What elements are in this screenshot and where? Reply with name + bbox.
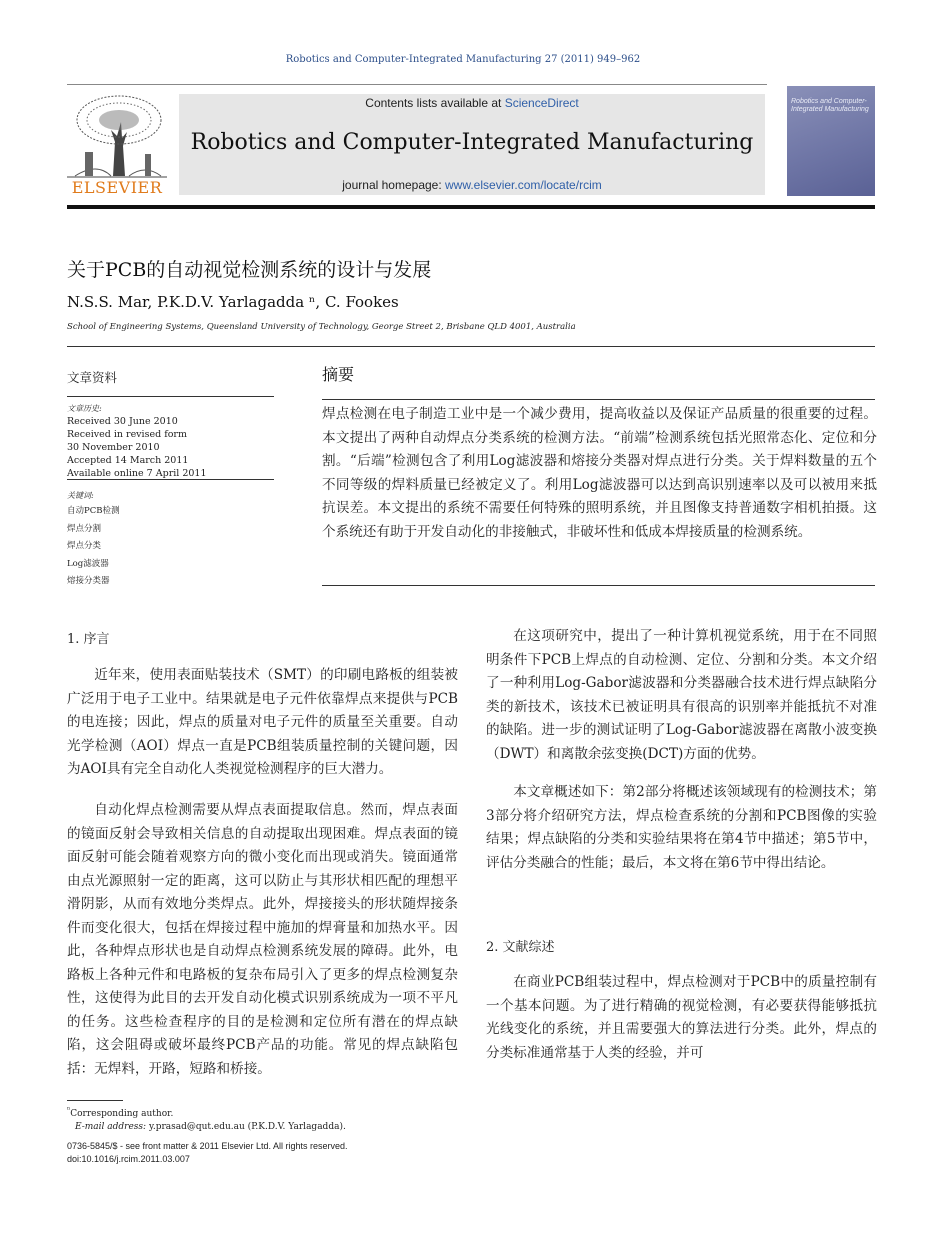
abstract-bottom-rule (322, 585, 875, 586)
abstract-heading: 摘要 (322, 365, 355, 384)
history-item: Received in revised form (67, 429, 187, 440)
keyword-item: 焊点分类 (67, 541, 102, 551)
article-title: 关于PCB的自动视觉检测系统的设计与发展 (67, 259, 432, 281)
article-affiliation: School of Engineering Systems, Queensland University of Technology, George Street 2, Brisbane QLD 4001, Australia (67, 322, 576, 332)
contents-prefix: Contents lists available at (365, 96, 505, 110)
copyright-block (67, 1140, 347, 1166)
abstract-top-rule (322, 399, 875, 400)
journal-banner (179, 94, 765, 195)
corresponding-author-note (67, 1103, 346, 1121)
footnote (67, 1103, 346, 1134)
publisher-name: ELSEVIER (71, 178, 163, 197)
journal-citation: Robotics and Computer-Integrated Manufacturing 27 (2011) 949–962 (285, 54, 641, 65)
history-item: Accepted 14 March 2011 (67, 455, 189, 466)
history-item: Received 30 June 2010 (67, 416, 178, 427)
homepage-link[interactable]: www.elsevier.com/locate/rcim (445, 178, 602, 192)
doi-line[interactable]: doi:10.1016/j.rcim.2011.03.007 (67, 1154, 190, 1164)
section-2-paragraph: 在商业PCB组装过程中，焊点检测对于PCB中的质量控制有一个基本问题。为了进行精确的视觉检测，有必要获得能够抵抗光线变化的系统，并且需要强大的算法进行分类。此外，焊点的分类标准通常基于人类的经验，并可 (486, 974, 877, 1061)
article-info-heading: 文章资料 (67, 370, 118, 385)
homepage-prefix: journal homepage: (342, 178, 446, 192)
elsevier-logo (67, 92, 167, 198)
footnote-rule (67, 1100, 123, 1101)
sciencedirect-link[interactable]: ScienceDirect (504, 96, 579, 110)
section-2-heading: 2. 文献综述 (486, 940, 555, 955)
abstract-text: 焊点检测在电子制造工业中是一个减少费用，提高收益以及保证产品质量的很重要的过程。本文提出了两种自动焊点分类系统的检测方法。“前端”检测系统包括光照常态化、定位和分割。“后端”检测包含了利用Log滤波器和熔接分类器对焊点进行分类。关于焊料数量的五个不同等级的焊料质量已经被定义了。利用Log滤波器可以达到高识别速率以及可以被用来抵抗误差。本文提出的系统不需要任何特殊的照明系统，并且图像支持普通数字相机拍摄。这个系统还有助于开发自动化的非接触式，非破坏性和低成本焊接质量的检测系统。 (322, 406, 877, 540)
section-1-paragraph: 在这项研究中，提出了一种计算机视觉系统，用于在不同照明条件下PCB上焊点的自动检测、定位、分割和分类。本文介绍了一种利用Log-Gabor滤波器和分类器融合技术进行焊点缺陷分类的新技术，该技术已被证明具有很高的识别率并能抵抗不对准的缺陷。进一步的测试证明了Log-Gabor滤波器在离散小波变换（DWT）和离散余弦变换(DCT)方面的优势。 (486, 628, 877, 762)
copyright-line: 0736-5845/$ - see front matter & 2011 Elsevier Ltd. All rights reserved. (67, 1141, 348, 1151)
history-item: 30 November 2010 (67, 442, 160, 453)
keyword-item: Log滤波器 (67, 558, 109, 569)
homepage-line (179, 178, 765, 192)
contents-line (179, 96, 765, 110)
email-note (67, 1121, 346, 1134)
section-1-heading: 1. 序言 (67, 632, 110, 647)
cover-title: Robotics and Computer-Integrated Manufacturing (791, 98, 869, 113)
article-authors: N.S.S. Mar, P.K.D.V. Yarlagadda ⁿ, C. Fookes (67, 293, 399, 311)
keyword-item: 熔接分类器 (67, 576, 110, 586)
title-rule (67, 346, 875, 347)
email-address[interactable]: y.prasad@qut.edu.au (P.K.D.V. Yarlagadda). (146, 1122, 346, 1132)
keywords-heading: 关键词: (67, 491, 94, 500)
email-label: E-mail address: (75, 1122, 147, 1132)
header-rule (67, 84, 767, 85)
footnote-marker: ⁿ (67, 1105, 71, 1114)
journal-title: Robotics and Computer-Integrated Manufacturing (190, 130, 754, 155)
section-1-paragraph: 本文章概述如下：第2部分将概述该领域现有的检测技术；第3部分将介绍研究方法，焊点检查系统的分割和PCB图像的实验结果；焊点缺陷的分类和实验结果将在第4节中描述；第5节中，评估分类融合的性能；最后，本文将在第6节中得出结论。 (486, 784, 877, 871)
keywords-list (67, 503, 119, 591)
article-info-rule (67, 396, 274, 397)
history-item: Available online 7 April 2011 (67, 468, 207, 479)
header-thick-rule (67, 205, 875, 209)
journal-cover (787, 86, 875, 196)
history-heading: 文章历史: (67, 404, 102, 413)
corresponding-author-text: Corresponding author. (70, 1109, 174, 1119)
section-1-paragraph: 自动化焊点检测需要从焊点表面提取信息。然而，焊点表面的镜面反射会导致相关信息的自动提取出现困难。焊点表面的镜面反射可能会随着观察方向的微小变化而出现或消失。镜面通常由点光源照射一定的距离，这可以防止与其形状相匹配的理想平滑阴影，从而有效地分类焊点。此外，焊接接头的形状随焊接条件而变化很大，包括在焊接过程中施加的焊膏量和加热水平。因此，各种焊点形状也是自动焊点检测系统发展的障碍。此外，电路板上各种元件和电路板的复杂布局引入了更多的焊点检测复杂性，这使得为此目的去开发自动化模式识别系统成为一项不平凡的任务。这些检查程序的目的是检测和定位所有潜在的焊点缺陷，这会阻碍或破坏最终PCB产品的功能。常见的焊点缺陷包括：无焊料，开路，短路和桥接。 (67, 802, 458, 1077)
section-1-paragraph: 近年来，使用表面贴装技术（SMT）的印刷电路板的组装被广泛用于电子工业中。结果就是电子元件依靠焊点来提供与PCB的电连接；因此，焊点的质量对电子元件的质量至关重要。自动光学检测（AOI）焊点一直是PCB组装质量控制的关键问题，因为AOI具有完全自动化人类视觉检测程序的巨大潜力。 (67, 667, 458, 777)
keyword-item: 自动PCB检测 (67, 506, 120, 516)
keyword-item: 焊点分割 (67, 523, 102, 534)
history-list (67, 415, 207, 480)
keywords-rule (67, 479, 274, 480)
